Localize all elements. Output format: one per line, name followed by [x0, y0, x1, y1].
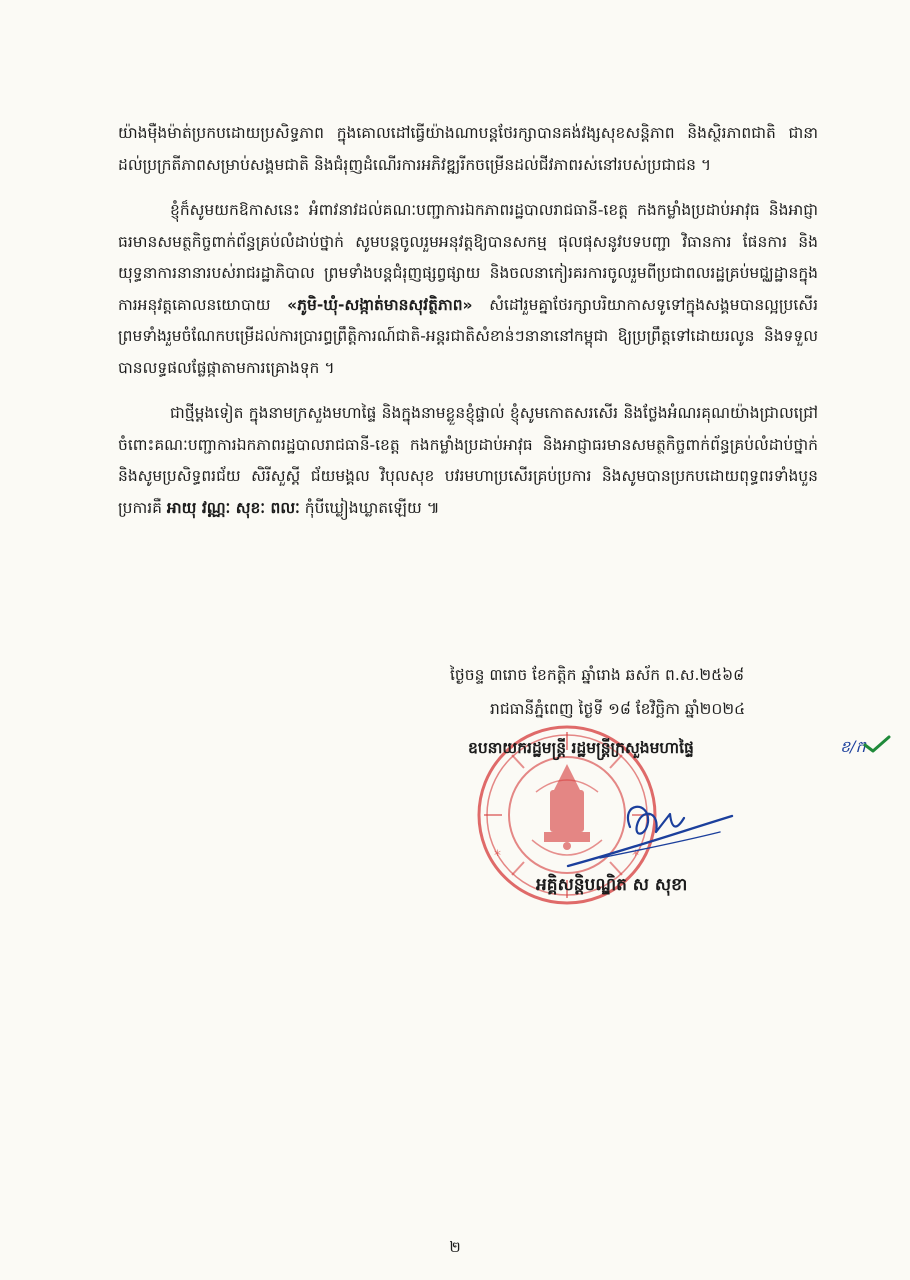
svg-text:*: * [494, 848, 501, 864]
lunar-date: ថ្ងៃចន្ទ ៣រោច ខែកត្តិក ឆ្នាំរោង ឆស័ក ព.ស.២៥៦៨ [450, 666, 745, 684]
signatory-title: ឧបនាយករដ្ឋមន្ត្រី រដ្ឋមន្ត្រីក្រសួងមហាផ្ទៃ [468, 739, 694, 757]
svg-text:*: * [632, 848, 639, 864]
emphasized-text: «ភូមិ-ឃុំ-សង្កាត់មានសុវត្ថិភាព» [287, 295, 473, 314]
dateline [440, 658, 860, 726]
green-check-icon [862, 733, 892, 755]
handwritten-signature [560, 792, 740, 872]
body-paragraph [118, 118, 818, 181]
paragraph-text: យ៉ាងម៉ឺងម៉ាត់ប្រកបដោយប្រសិទ្ធភាព ក្នុងគោលដៅធ្វើយ៉ាងណាបន្តថែរក្សាបានគង់វង្សសុខសន្តិភាព និងស្ថិរភាពជាតិ ជានាដល់ប្រក្រតីភាពសម្រាប់សង្គមជាតិ និងជំរុញដំណើរការអភិវឌ្ឍរីកចម្រើនដល់ជីវភាពរស់នៅរបស់ប្រជាជន ។ [118, 124, 818, 174]
paragraph-text: ជាថ្មីម្តងទៀត ក្នុងនាមក្រសួងមហាផ្ទៃ និងក្នុងនាមខ្លួនខ្ញុំផ្ទាល់ ខ្ញុំសូមកោតសរសើរ និងថ្លែងអំណរគុណយ៉ាងជ្រាលជ្រៅចំពោះគណៈបញ្ជាការឯកភាពរដ្ឋបាលរាជធានី-ខេត្ត កងកម្លាំងប្រដាប់អាវុធ និងអាជ្ញាធរមានសមត្ថកិច្ចពាក់ព័ន្ធគ្រប់លំដាប់ថ្នាក់ និងសូមប្រសិទ្ធពរជ័យ សិរីសួស្តី ជ័យមង្គល វិបុលសុខ បវរមហាប្រសើរគ្រប់ប្រការ និងសូមបានប្រកបដោយពុទ្ធពរទាំងបួនប្រការគឺ [118, 404, 818, 517]
body-paragraph [118, 195, 818, 384]
place-date: រាជធានីភ្នំពេញ ថ្ងៃទី ១៨ ខែវិច្ឆិកា ឆ្នាំ២០២៤ [490, 700, 746, 718]
letter-body [118, 118, 818, 538]
body-paragraph [118, 398, 818, 524]
paragraph-text: សំដៅរួមគ្នាថែរក្សាបរិយាកាសទូទៅក្នុងសង្គមបានល្អប្រសើរ ព្រមទាំងរួមចំណែកបម្រើដល់ការប្រារព្ធព្រឹត្តិការណ៍ជាតិ-អន្តរជាតិសំខាន់ៗនានានៅកម្ពុជា ឱ្យប្រព្រឹត្តទៅដោយរលូន និងទទួលបានលទ្ធផលផ្លែផ្កាតាមការគ្រោងទុក ។ [118, 295, 818, 377]
paragraph-text: កុំបីឃ្លៀងឃ្លាតឡើយ ៕ [299, 498, 440, 517]
page-number: ២ [449, 1238, 461, 1256]
paragraph-text: ខ្ញុំក៏សូមយកឱកាសនេះ អំពាវនាវដល់គណៈបញ្ជាការឯកភាពរដ្ឋបាលរាជធានី-ខេត្ត កងកម្លាំងប្រដាប់អាវុធ និងអាជ្ញាធរមានសមត្ថកិច្ចពាក់ព័ន្ធគ្រប់លំដាប់ថ្នាក់ សូមបន្តចូលរួមអនុវត្តឱ្យបានសកម្ម ផុលផុសនូវបទបញ្ជា វិធានការ ផែនការ និងយុទ្ធនាការនានារបស់រាជរដ្ឋាភិបាល ព្រមទាំងបន្តជំរុញផ្សព្វផ្សាយ និងចលនាកៀរគរការចូលរួមពីប្រជាពលរដ្ឋគ្រប់មជ្ឈដ្ឋានក្នុងការអនុវត្តគោលនយោបាយ [118, 201, 818, 314]
signatory-name: អគ្គិសន្តិបណ្ឌិត ស សុខា [536, 875, 688, 895]
emphasized-text: អាយុ វណ្ណៈ សុខៈ ពលៈ [166, 498, 300, 517]
signatory-initials: ខ/ក [840, 737, 866, 756]
